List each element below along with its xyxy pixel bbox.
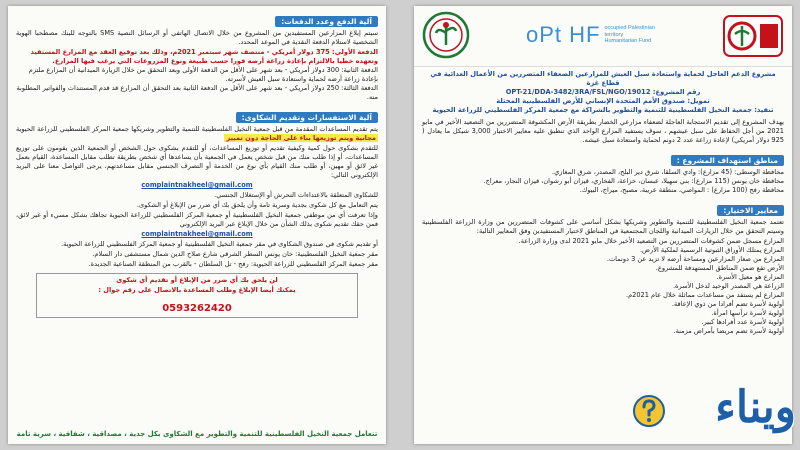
complaint-box-note: أو تقديم شكوى في صندوق الشكاوى في مقر جمعية النخيل الفلسطينية أو جمعية المركز الفلسطيني للزراعة الحيوية. — [61, 240, 378, 248]
criteria-item: أولوية لأسرة ترأسها امرأة. — [711, 309, 784, 317]
criteria-item: المزارع مسجل ضمن كشوفات المتضررين من التصعيد الأخير خلال مايو 2021 لدى وزارة الزراعة. — [518, 237, 784, 245]
payment-second-installment: الدفعة الثانية: 300 دولار أمريكي - بعد شهر على الأقل من الدفعة الأولى وبعد التحقق من خلال الزيارة الميدانية أن المزارع ملتزم بإعادة زراعة أرضه لحماية واستعادة سبل العيش لأسرته. — [28, 66, 378, 83]
criteria-item: المزارع من صغار المزارعين ومساحة أرضه لا تزيد عن 3 دونمات. — [606, 255, 784, 263]
criteria-item: المزارع يمتلك الأوراق الثبوتية الرسمية لملكية الأرض. — [639, 246, 784, 254]
section-title-target-areas: مناطق استهداف المشروع : — [671, 155, 784, 166]
section-title-payment: آلية الدفع وعدد الدفعات: — [275, 16, 378, 27]
hotline-box — [36, 273, 358, 318]
site-watermark — [606, 378, 796, 448]
payment-third-installment: الدفعة الثالثة: 250 دولار أمريكي - بعد شهر على الأقل من الدفعة الثانية بعد التحقق أن المزارع قد قدم المستندات والفواتير المطلوبة منه. — [16, 84, 378, 101]
project-implementation: تنفيذ: جمعية النخيل الفلسطينية للتنمية والتطوير بالشراكة مع جمعية المركز الفلسطيني للزراعة الحيوية — [432, 106, 774, 114]
hotline-instruction: يمكنك أيضا الإبلاغ وطلب المساعدة بالاتصال على رقم جوال : — [98, 286, 296, 294]
criteria-item: المزارع لم يستفد من مساعدات مماثلة خلال عام 2021م. — [625, 291, 784, 299]
criteria-item: أولوية لأسرة تضم أفرادا من ذوي الإعاقة. — [671, 300, 784, 308]
criteria-item: أولوية لأسرة عدد أفرادها كبير. — [701, 318, 784, 326]
hotline-phone-number[interactable]: 0593262420 — [162, 303, 232, 314]
complaints-intro — [16, 125, 378, 143]
complaints-email-link[interactable]: complaintnakheel@gmail.com — [141, 181, 253, 189]
criteria-item: الأرض تقع ضمن المناطق المستهدفة للمشروع. — [655, 264, 784, 272]
watermark-text: ويناء — [715, 382, 796, 433]
bio-agriculture-center-logo — [422, 11, 470, 59]
question-mark-icon — [632, 394, 666, 428]
sexual-harassment-note: للشكاوى المتعلقة بالاعتداءات التحرش أو الإستغلال الجنسي. — [214, 191, 378, 199]
complaints-section — [16, 105, 378, 269]
payment-intro: سيتم إبلاغ المزارعين المستفيدين من المشروع من خلال الاتصال الهاتفي أو الرسائل النصية SMS بالتوجه للبنك مصطحبا الهوية الشخصية لاستلام الدفعة النقدية في الموعد المحدد. — [16, 29, 378, 46]
payment-section — [16, 9, 378, 102]
project-goal: يهدف المشروع إلى تقديم الاستجابة العاجلة لضعفاء مزارعي الخضار بطريقة الأرض المكشوفة المتضررين من التصعيد الأخير في مايو 2021 من أجل الحفاظ على سبل عيشهم ، سوف يستفيد المزارع الواحد الذي تنطبق عليه معايير الاختيار 3,000 شيكل ما يعادل ( 925 دولار أمريكي) لإعادة زراعة عدد 2 دونم لحماية واستعادة سبل عيشه. — [422, 118, 784, 144]
staff-misconduct-paragraph: وإذا تعرفت أي من موظفي جمعية النخيل الفلسطينية أو جمعية المركز الفلسطيني للزراعة الحيوية تجاهك بشكل مسيء أو غير لائق، فمن حقك تقديم شكوى بذلك الشأن من خلال الإبلاغ عبر البريد الإلكتروني — [16, 211, 378, 228]
email-line-1 — [16, 181, 378, 190]
bio-center-address: مقر جمعية المركز الفلسطيني للزراعة الحيوية: رفح - تل السلطان - بالقرب من المنطقة الصناعية الجديدة. — [88, 260, 378, 268]
project-funding: تمويل: صندوق الأمم المتحدة الإنساني للأرض الفلسطينية المحتلة — [496, 97, 710, 105]
email-line-2 — [16, 230, 378, 239]
section-title-criteria: معايير الاختيار: — [717, 205, 784, 216]
area-rafah: محافظة رفح (100 مزارع) : المواصي، منطقة عريبة، مصبح، ميراج، البيوك. — [579, 186, 784, 194]
opthf-logo-subtitle: occupied Palestinian territory Humanitarian Fund — [604, 25, 655, 45]
criteria-item: أولوية لأسرة تضم مريضا بأمراض مزمنة. — [673, 327, 784, 335]
selection-criteria-section — [422, 198, 784, 336]
complaints-email-link-2[interactable]: complaintnakheel@gmail.com — [141, 230, 253, 238]
project-number-line — [424, 88, 782, 97]
project-title: مشروع الدعم العاجل لحماية واستعادة سبل العيش للمزارعين الضعفاء المتضررين من الأعمال العدائية في قطاع غزة — [430, 70, 776, 87]
criteria-item: الزراعة هي المصدر الوحيد لدخل الأسرة. — [672, 282, 784, 290]
area-khan-younis: محافظة خان يونس (115 مزارع): بني سهيلا، عبسان، خزاعة، الفخاري، قيزان أبو رشوان، قيزان النجار، معراج. — [483, 177, 784, 185]
complaints-body: للتقدم بشكوى حول كمية وكيفية تقديم أو توزيع المساعدات، أو للتقدم بشكوى حول الشخص أو الجمعية الذين يقومون على توزيع المساعدات، أو إذا طلب منك من قبل شخص يعمل في الجمعية بأن يساعدها أي شخص بطريقة تطلب مقابل المساعدة، القيام بعمل غير لائق أو مهين، أو طلب منك القيام بأي نوع من الخدمة أو التصرف الجنسي مقابل مساعدتهم، يرجى التواصل معنا على البريد الإلكتروني التالي: — [16, 144, 378, 179]
footer-statement: تتعامل جمعية النخيل الفلسطينية للتنمية والتطوير مع الشكاوى بكل جدية ، مصداقية ، شفافية ، سرية تامة — [16, 430, 378, 438]
free-aid-highlight: مجانية ويتم توزيعها بناء على الحاجة دون تمييز — [226, 134, 376, 142]
criteria-intro: تعتمد جمعية النخيل الفلسطينية للتنمية والتطوير وشريكها بشكل أساسي على كشوفات المتضررين من وزارة الزراعة الفلسطينية وسيتم التحقق من خلال الزيارات الميدانية واللجان المجتمعية في المناطق لاختيار المستفيدين وفق المعايير التالية: — [422, 218, 784, 235]
opthf-logo — [526, 22, 656, 48]
section-title-complaints: آلية الاستفسارات وتقديم الشكاوى: — [236, 112, 378, 123]
area-middle: محافظة الوسطى: (45 مزارع): وادي السلقا، شرق دير البلح، المصدر، شرق المغازي. — [551, 168, 784, 176]
nakheel-address: مقر جمعية النخيل الفلسطينية: خان يونس السطر الشرقي شارع صلاح الدين شمال مستشفى دار السلام. — [92, 250, 378, 258]
payment-first-installment: الدفعة الأولى: 375 دولار أمريكي - منتصف شهر سبتمبر 2021م، وذلك بعد توقيع العقد مع المزارع المستفيد وتعهده خطيا بالالتزام بإعادة زراعة أرضه فورا حسب طبيعة ونوع المزروعات التي يرغب فيها المزارع. — [30, 48, 378, 65]
criteria-item: المزارع هو معيل الأسرة. — [716, 273, 784, 281]
target-areas-section — [422, 148, 784, 195]
opthf-logo-mark: oPt HF — [526, 22, 601, 47]
project-info — [424, 70, 782, 115]
logos-header — [414, 6, 792, 67]
nakheel-association-logo — [722, 14, 784, 58]
confidentiality-note: يتم التعامل مع كل شكوى بجدية وسرية تامة وأن يلحق بك أي ضرر من الإبلاغ أو الشكوى. — [136, 201, 378, 209]
project-number: OPT-21/DDA-3482/3RA/FSL/NGO/19012 — [505, 88, 651, 96]
document-page-left — [8, 6, 386, 444]
intro-section — [422, 118, 784, 145]
complaints-intro-text: يتم تقديم المساعدات المقدمة من قبل جمعية النخيل الفلسطينية للتنمية والتطوير وشريكها جمعية المركز الفلسطيني للزراعة الحيوية — [16, 125, 378, 133]
project-number-label: رقم المشروع: — [652, 88, 701, 96]
no-harm-statement: لن يلحق بك أي ضرر من الإبلاغ أو تقديم أي شكوى — [116, 276, 278, 284]
